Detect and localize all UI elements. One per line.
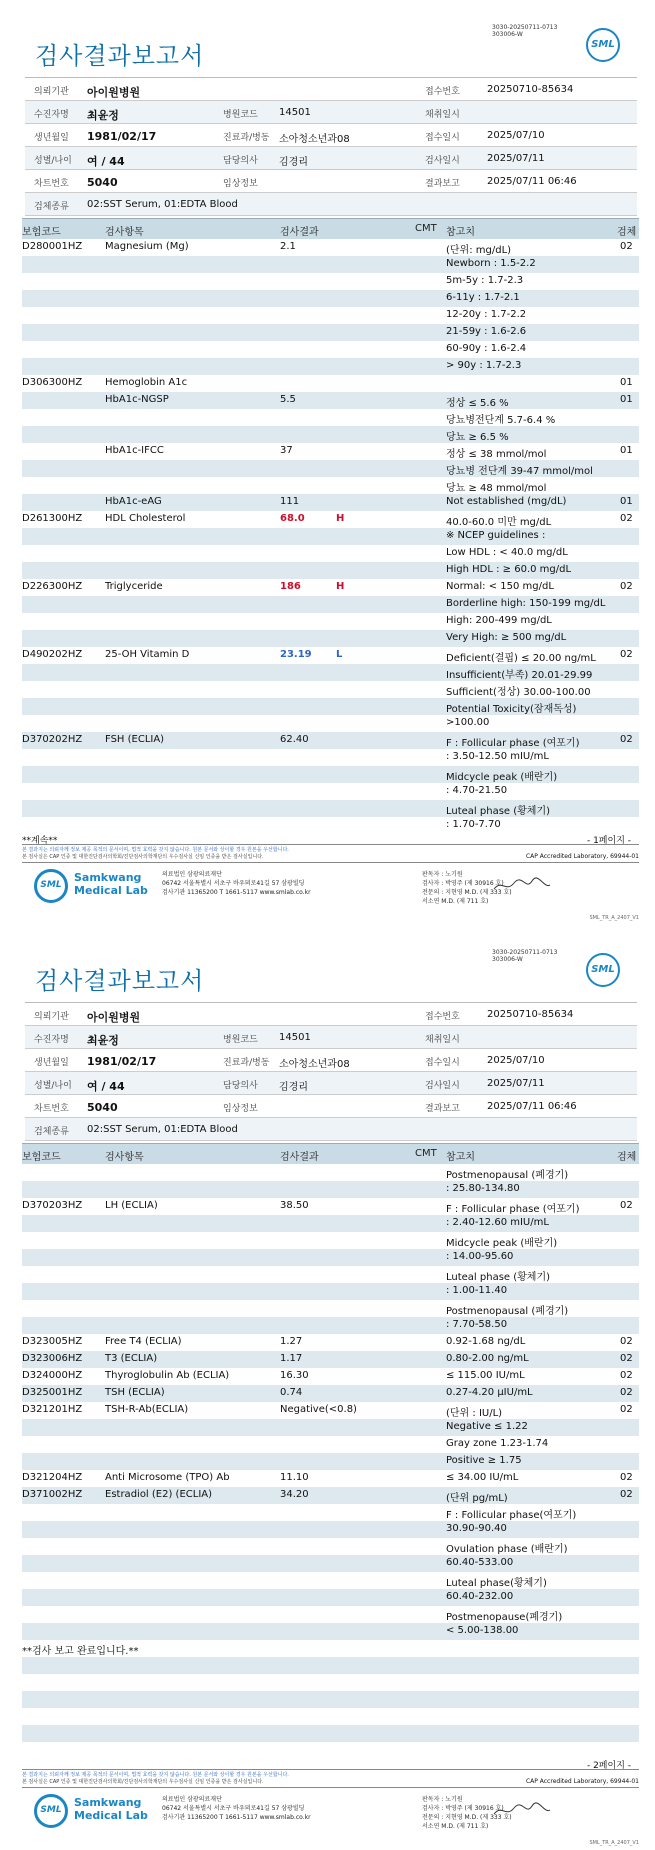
reference-range: Not established (mg/dL) — [446, 496, 567, 507]
specimen-types: 02:SST Serum, 01:EDTA Blood — [87, 199, 238, 210]
reference-range: High HDL : ≥ 60.0 mg/dL — [446, 564, 572, 575]
results-header: 보험코드 검사항목 검사결과 CMT 참고치 검체 — [22, 218, 639, 239]
patient-info-table: 의뢰기관 아이원병원 접수번호 20250710-85634 수진자명 최윤정 병원코드 14501 채취일시 생년월일 1981/02/17 진료과/병동 소아청소년과08 접수일시 2025/07/10 성별/나이 여 / 44 담당의사 김경리 검사일시 2025/07/11 차트번호 5040 임상정보 결과보고 2025/07/11 06:46 검체종류 02:SST Serum, 01:EDTA Blood — [25, 1002, 637, 1141]
table-row — [22, 1351, 639, 1368]
test-result: 68.0 — [280, 513, 305, 524]
table-row — [22, 477, 639, 494]
test-date: 2025/07/11 — [487, 153, 545, 164]
table-row — [22, 664, 639, 681]
table-row — [22, 596, 639, 613]
lab-address: 의료법인 삼광의료재단 06742 서울특별시 서초구 바우뫼로41길 57 삼광빌딩 검사기관 11365200 T 1661-5117 www.smlab.co.kr — [162, 871, 311, 896]
birth-date: 1981/02/17 — [87, 130, 157, 143]
test-code: D321204HZ — [22, 1472, 83, 1483]
test-name: HbA1c-NGSP — [105, 394, 169, 405]
table-row — [22, 1198, 639, 1215]
reference-range: >100.00 — [446, 717, 490, 728]
test-result: 0.74 — [280, 1387, 303, 1398]
test-result: 23.19 — [280, 649, 312, 660]
specimen-code: 02 — [620, 241, 633, 252]
reference-range: 6-11y : 1.7-2.1 — [446, 292, 520, 303]
test-result: 1.27 — [280, 1336, 303, 1347]
test-code: D321201HZ — [22, 1404, 83, 1415]
table-row — [22, 817, 639, 834]
test-name: Thyroglobulin Ab (ECLIA) — [105, 1370, 230, 1381]
reference-range: 정상 ≤ 5.6 % — [446, 398, 509, 409]
reference-range: High: 200-499 mg/dL — [446, 615, 552, 626]
reference-range: Negative ≤ 1.22 — [446, 1421, 528, 1432]
sml-logo: SML — [586, 28, 620, 62]
reference-range: Borderline high: 150-199 mg/dL — [446, 598, 606, 609]
reference-range: : 25.80-134.80 — [446, 1183, 520, 1194]
table-row — [22, 1385, 639, 1402]
test-result: 1.17 — [280, 1353, 303, 1364]
signature-image — [492, 875, 552, 895]
test-result: 11.10 — [280, 1472, 309, 1483]
specimen-code: 02 — [620, 1336, 633, 1347]
reference-range: 5m-5y : 1.7-2.3 — [446, 275, 524, 286]
test-code: D370203HZ — [22, 1200, 83, 1211]
reference-range: ≤ 34.00 IU/mL — [446, 1472, 519, 1483]
test-result: 62.40 — [280, 734, 309, 745]
table-row — [22, 545, 639, 562]
reference-range: : 14.00-95.60 — [446, 1251, 514, 1262]
table-row — [22, 1181, 639, 1198]
table-row — [22, 1368, 639, 1385]
test-code: D226300HZ — [22, 581, 83, 592]
test-name: Anti Microsome (TPO) Ab — [105, 1472, 230, 1483]
specimen-code: 02 — [620, 513, 633, 524]
continued-note: **계속** — [22, 836, 58, 846]
reference-range: Luteal phase(황체기) — [446, 1578, 547, 1589]
reference-range: Potential Toxicity(잠재독성) — [446, 704, 577, 715]
test-code: D323006HZ — [22, 1353, 83, 1364]
table-row — [22, 1317, 639, 1334]
table-row — [22, 409, 639, 426]
table-row — [22, 256, 639, 273]
table-row — [22, 1436, 639, 1453]
specimen-code: 01 — [620, 496, 633, 507]
test-result: 37 — [280, 445, 293, 456]
results-header: 보험코드 검사항목 검사결과 CMT 참고치 검체 — [22, 1143, 639, 1164]
table-row — [22, 715, 639, 732]
table-row — [22, 443, 639, 460]
specimen-code: 01 — [620, 445, 633, 456]
specimen-code: 02 — [620, 649, 633, 660]
reference-range: 60.40-533.00 — [446, 1557, 514, 1568]
reference-range: F : Follicular phase(여포기) — [446, 1510, 577, 1521]
reference-range: 당뇨병 전단계 39-47 mmol/mol — [446, 466, 593, 477]
table-row — [22, 1334, 639, 1351]
table-row — [22, 1725, 639, 1742]
reference-range: : 4.70-21.50 — [446, 785, 508, 796]
sml-logo-mark: SML — [34, 1794, 68, 1828]
table-row — [22, 1164, 639, 1181]
table-row — [22, 579, 639, 596]
reference-range: : 7.70-58.50 — [446, 1319, 508, 1330]
doctor: 김경리 — [279, 157, 308, 168]
table-row — [22, 1402, 639, 1419]
department: 소아청소년과08 — [279, 134, 350, 145]
test-name: HbA1c-IFCC — [105, 445, 164, 456]
table-row — [22, 1504, 639, 1521]
page-number: - 1페이지 - — [586, 836, 631, 846]
table-row — [22, 1674, 639, 1691]
patient-name: 최윤정 — [87, 109, 119, 122]
reference-range: Postmenopausal (폐경기) — [446, 1306, 569, 1317]
table-row — [22, 647, 639, 664]
table-row — [22, 1606, 639, 1623]
reference-range: : 1.70-7.70 — [446, 819, 501, 830]
reference-range: 60.40-232.00 — [446, 1591, 514, 1602]
table-row — [22, 681, 639, 698]
sml-logo: SML — [586, 953, 620, 987]
table-row — [22, 1232, 639, 1249]
table-row — [22, 528, 639, 545]
specimen-code: 02 — [620, 581, 633, 592]
reference-range: : 1.00-11.40 — [446, 1285, 508, 1296]
document-codes: 3030-20250711-0713 303006-W — [492, 949, 558, 963]
table-row — [22, 273, 639, 290]
test-code: D323005HZ — [22, 1336, 83, 1347]
reference-range: Very High: ≥ 500 mg/dL — [446, 632, 567, 643]
reference-range: 60-90y : 1.6-2.4 — [446, 343, 527, 354]
reference-range: 0.27-4.20 μIU/mL — [446, 1387, 533, 1398]
signature-image — [492, 1800, 552, 1820]
table-row — [22, 1215, 639, 1232]
table-row — [22, 1657, 639, 1674]
reference-range: Luteal phase (황체기) — [446, 806, 551, 817]
test-name: Triglyceride — [105, 581, 163, 592]
table-row — [22, 1266, 639, 1283]
reference-range: 당뇨 ≥ 48 mmol/mol — [446, 483, 547, 494]
table-row — [22, 783, 639, 800]
reference-range: : 3.50-12.50 mIU/mL — [446, 751, 549, 762]
results-table — [22, 1143, 639, 1759]
test-code: D324000HZ — [22, 1370, 83, 1381]
test-result: 16.30 — [280, 1370, 309, 1381]
reference-range: Midcycle peak (배란기) — [446, 772, 558, 783]
lab-name: Samkwang Medical Lab — [74, 1796, 148, 1822]
table-row — [22, 1640, 639, 1657]
table-row — [22, 1742, 639, 1759]
table-row — [22, 426, 639, 443]
test-result: 186 — [280, 581, 301, 592]
reference-range: 12-20y : 1.7-2.2 — [446, 309, 527, 320]
table-row — [22, 1300, 639, 1317]
test-name: FSH (ECLIA) — [105, 734, 165, 745]
reference-range: Deficient(결핍) ≤ 20.00 ng/mL — [446, 653, 596, 664]
receipt-number: 20250710-85634 — [487, 84, 574, 95]
test-code: D306300HZ — [22, 377, 83, 388]
page-title: 검사결과보고서 — [35, 967, 205, 995]
document-codes: 3030-20250711-0713 303006-W — [492, 24, 558, 38]
table-row — [22, 698, 639, 715]
table-row — [22, 766, 639, 783]
table-row — [22, 1555, 639, 1572]
test-name: 25-OH Vitamin D — [105, 649, 190, 660]
test-code: D280001HZ — [22, 241, 83, 252]
chart-number: 5040 — [87, 176, 118, 189]
test-name: Free T4 (ECLIA) — [105, 1336, 182, 1347]
table-row — [22, 800, 639, 817]
table-row — [22, 749, 639, 766]
reference-range: Gray zone 1.23-1.74 — [446, 1438, 549, 1449]
reference-range: Postmenopause(폐경기) — [446, 1612, 563, 1623]
reference-range: 0.92-1.68 ng/dL — [446, 1336, 526, 1347]
test-result: Negative(<0.8) — [280, 1404, 357, 1415]
reference-range: Sufficient(정상) 30.00-100.00 — [446, 687, 591, 698]
reference-range: 당뇨병전단계 5.7-6.4 % — [446, 415, 556, 426]
specimen-code: 02 — [620, 1200, 633, 1211]
test-code: D325001HZ — [22, 1387, 83, 1398]
reference-range: : 2.40-12.60 mIU/mL — [446, 1217, 549, 1228]
table-row — [22, 1708, 639, 1725]
specimen-code: 01 — [620, 394, 633, 405]
reference-range: > 90y : 1.7-2.3 — [446, 360, 522, 371]
table-row — [22, 307, 639, 324]
result-flag: H — [336, 513, 345, 524]
reference-range: (단위 : IU/L) — [446, 1408, 503, 1419]
result-flag: L — [336, 649, 343, 660]
reference-range: 정상 ≤ 38 mmol/mol — [446, 449, 547, 460]
reference-range: 30.90-90.40 — [446, 1523, 507, 1534]
reference-range: Newborn : 1.5-2.2 — [446, 258, 536, 269]
table-row — [22, 613, 639, 630]
test-result: 34.20 — [280, 1489, 309, 1500]
reference-range: (단위 pg/mL) — [446, 1493, 508, 1504]
specimen-code: 02 — [620, 1404, 633, 1415]
report-page-1: 3030-20250711-0713 303006-W 검사결과보고서 SML 의뢰기관 아이원병원 접수번호 20250710-85634 수진자명 최윤정 병원코드 14501 채취일시 생년월일 1981/02/17 진료과/병동 소아청소년과08 접수일시 2025/07/10 성별/나이 여 / 44 담당의사 김경리 검사일시 2025/07/11 차트번호 5040 임상정보 결과보고 2025/07/11 06:46 검체종류 02:SST Serum, 01:EDTA Blood 보험코드 검사항목 검사결과 CMT 참고치 검체 D280001HZ Magnesium (Mg) 2.1 (단위: mg/dL) 02 Newborn : 1.5-2.2 5m-5y : 1.7-2.3 6-11y : 1.7-2.1 12-20y : 1.7-2.2 21-59y : 1.6-2.6 60-90y : 1.6-2.4 > 90y : 1.7-2.3 D306300HZ Hemoglobin A1c 01 HbA1c-NGSP 5.5 정상 ≤ 5.6 % 01 당뇨병전단계 5.7-6.4 % 당뇨 ≥ 6.5 % HbA1c-IFCC 37 정상 ≤ 38 mmol/mol 01 당뇨병 전단계 39-47 mmol/mol 당뇨 ≥ 48 mmol/mol HbA1c-eAG 111 Not established (mg/dL) 01 D261300HZ HDL Cholesterol 68.0 H 40.0-60.0 미만 mg/dL 02 ※ NCEP guidelines : Low HDL : < 40.0 mg/dL High HDL : ≥ 60.0 mg/dL D226300HZ Triglyceride 186 H Normal: < 150 mg/dL 02 Borderline high: 150-199 mg/dL High: 200-499 mg/dL Very High: ≥ 500 mg/dL D490202HZ 25-OH Vitamin D 23.19 L Deficient(결핍) ≤ 20.00 ng/mL 02 Insufficient(부족) 20.01-29.99 Sufficient(정상) 30.00-100.00 Potential Toxicity(잠재독성) >100.00 D370202HZ FSH (ECLIA) 62.40 F : Follicular phase (여포기) 02 : 3.50-12.50 mIU/mL Midcycle peak (배란기) : 4.70-21.50 Luteal phase (황체기) : 1.70-7.70 **계속** - 1페이지 - 본 결과지는 의뢰자께 정보 제공 목적의 문서이며, 법적 효력을 갖지 않습니다. 원본 문서와 상이할 경우 원본을 우선합니다. 본 검사실은 CAP 인증 및 대한진단검사의학회/진단검사의학재단의 우수검사실 신임 인증을 받은 검사실입니다. CAP Accredited Laboratory, 69944-01 SML Samkwang Medical Lab 의료법인 삼광의료재단 06742 서울특별시 서초구 바우뫼로41길 57 삼광빌딩 검사기관 11365200 T 1661-5117 www.smlab.co.kr 판독자 : 노기원 검사자 : 박영주 (제 30916 호) 전문의 : 지현영 M.D. (제 333 호) 서소연 M.D. (제 711 호) SML_TR_A_2407_V1 — [22, 24, 639, 921]
sex-age: 여 / 44 — [87, 155, 125, 168]
reference-range: 21-59y : 1.6-2.6 — [446, 326, 527, 337]
test-result: 5.5 — [280, 394, 296, 405]
test-result: 38.50 — [280, 1200, 309, 1211]
specimen-code: 02 — [620, 1353, 633, 1364]
table-row — [22, 392, 639, 409]
staff-list: 판독자 : 노기원 검사자 : 박영주 (제 30916 호) 전문의 : 지현영 M.D. (제 333 호) 서소연 M.D. (제 711 호) — [422, 1796, 512, 1830]
test-code: D370202HZ — [22, 734, 83, 745]
page-title: 검사결과보고서 — [35, 42, 205, 70]
test-code: **검사 보고 완료입니다.** — [22, 1646, 139, 1657]
table-row — [22, 1249, 639, 1266]
test-name: TSH-R-Ab(ECLIA) — [105, 1404, 189, 1415]
table-row — [22, 511, 639, 528]
table-row — [22, 460, 639, 477]
table-row — [22, 1283, 639, 1300]
specimen-code: 02 — [620, 734, 633, 745]
reference-range: 0.80-2.00 ng/mL — [446, 1353, 529, 1364]
specimen-code: 02 — [620, 1472, 633, 1483]
test-name: Hemoglobin A1c — [105, 377, 188, 388]
table-row — [22, 1453, 639, 1470]
test-code: D261300HZ — [22, 513, 83, 524]
test-name: Estradiol (E2) (ECLIA) — [105, 1489, 213, 1500]
test-name: TSH (ECLIA) — [105, 1387, 165, 1398]
reference-range: ※ NCEP guidelines : — [446, 530, 546, 541]
reference-range: Ovulation phase (배란기) — [446, 1544, 568, 1555]
test-name: HDL Cholesterol — [105, 513, 186, 524]
table-row — [22, 630, 639, 647]
report-page-2: 3030-20250711-0713 303006-W 검사결과보고서 SML 의뢰기관 아이원병원 접수번호 20250710-85634 수진자명 최윤정 병원코드 14501 채취일시 생년월일 1981/02/17 진료과/병동 소아청소년과08 접수일시 2025/07/10 성별/나이 여 / 44 담당의사 김경리 검사일시 2025/07/11 차트번호 5040 임상정보 결과보고 2025/07/11 06:46 검체종류 02:SST Serum, 01:EDTA Blood 보험코드 검사항목 검사결과 CMT 참고치 검체 Postmenopausal (폐경기) : 25.80-134.80 D370203HZ LH (ECLIA) 38.50 F : Follicular phase (여포기) 02 : 2.40-12.60 mIU/mL Midcycle peak (배란기) : 14.00-95.60 Luteal phase (황체기) : 1.00-11.40 Postmenopausal (폐경기) : 7.70-58.50 D323005HZ Free T4 (ECLIA) 1.27 0.92-1.68 ng/dL 02 D323006HZ T3 (ECLIA) 1.17 0.80-2.00 ng/mL 02 D324000HZ Thyroglobulin Ab (ECLIA) 16.30 ≤ 115.00 IU/mL 02 D325001HZ TSH (ECLIA) 0.74 0.27-4.20 μIU/mL 02 D321201HZ TSH-R-Ab(ECLIA) Negative(<0.8) (단위 : IU/L) 02 Negative ≤ 1.22 Gray zone 1.23-1.74 Positive ≥ 1.75 D321204HZ Anti Microsome (TPO) Ab 11.10 ≤ 34.00 IU/mL 02 D371002HZ Estradiol (E2) (ECLIA) 34.20 (단위 pg/mL) 02 F : Follicular phase(여포기) 30.90-90.40 Ovulation phase (배란기) 60.40-533.00 Luteal phase(황체기) 60.40-232.00 Postmenopause(폐경기) < 5.00-138.00 **검사 보고 완료입니다.** - 2페이지 - 본 결과지는 의뢰자께 정보 제공 목적의 문서이며, 법적 효력을 갖지 않습니다. 원본 문서와 상이할 경우 원본을 우선합니다. 본 검사실은 CAP 인증 및 대한진단검사의학회/진단검사의학재단의 우수검사실 신임 인증을 받은 검사실입니다. CAP Accredited Laboratory, 69944-01 SML Samkwang Medical Lab 의료법인 삼광의료재단 06742 서울특별시 서초구 바우뫼로41길 57 삼광빌딩 검사기관 11365200 T 1661-5117 www.smlab.co.kr 판독자 : 노기원 검사자 : 박영주 (제 30916 호) 전문의 : 지현영 M.D. (제 333 호) 서소연 M.D. (제 711 호) SML_TR_A_2407_V1 — [22, 949, 639, 1846]
reference-range: Postmenopausal (폐경기) — [446, 1170, 569, 1181]
staff-list: 판독자 : 노기원 검사자 : 박영주 (제 30916 호) 전문의 : 지현영 M.D. (제 333 호) 서소연 M.D. (제 711 호) — [422, 871, 512, 905]
patient-info-table: 의뢰기관 아이원병원 접수번호 20250710-85634 수진자명 최윤정 병원코드 14501 채취일시 생년월일 1981/02/17 진료과/병동 소아청소년과08 접수일시 2025/07/10 성별/나이 여 / 44 담당의사 김경리 검사일시 2025/07/11 차트번호 5040 임상정보 결과보고 2025/07/11 06:46 검체종류 02:SST Serum, 01:EDTA Blood — [25, 77, 637, 216]
table-row — [22, 732, 639, 749]
sml-logo-mark: SML — [34, 869, 68, 903]
reference-range: Insufficient(부족) 20.01-29.99 — [446, 670, 593, 681]
table-row — [22, 1521, 639, 1538]
table-row — [22, 494, 639, 511]
table-row — [22, 562, 639, 579]
receipt-date: 2025/07/10 — [487, 130, 545, 141]
table-row — [22, 1470, 639, 1487]
reference-range: F : Follicular phase (여포기) — [446, 738, 580, 749]
results-table — [22, 218, 639, 834]
table-row — [22, 1572, 639, 1589]
table-row — [22, 1419, 639, 1436]
table-row — [22, 1691, 639, 1708]
reference-range: Low HDL : < 40.0 mg/dL — [446, 547, 568, 558]
lab-name: Samkwang Medical Lab — [74, 871, 148, 897]
reference-range: Positive ≥ 1.75 — [446, 1455, 522, 1466]
result-flag: H — [336, 581, 345, 592]
reference-range: Midcycle peak (배란기) — [446, 1238, 558, 1249]
test-result: 111 — [280, 496, 300, 507]
table-row — [22, 341, 639, 358]
hospital-code: 14501 — [279, 107, 311, 118]
table-row — [22, 1538, 639, 1555]
test-name: Magnesium (Mg) — [105, 241, 189, 252]
test-name: HbA1c-eAG — [105, 496, 162, 507]
reference-range: < 5.00-138.00 — [446, 1625, 519, 1636]
reference-range: Luteal phase (황체기) — [446, 1272, 551, 1283]
test-code: D490202HZ — [22, 649, 83, 660]
reference-range: 40.0-60.0 미만 mg/dL — [446, 517, 552, 528]
page-number: - 2페이지 - — [586, 1761, 631, 1771]
reference-range: Normal: < 150 mg/dL — [446, 581, 554, 592]
table-row — [22, 290, 639, 307]
reference-range: (단위: mg/dL) — [446, 245, 512, 256]
cap-accreditation: CAP Accredited Laboratory, 69944-01 — [525, 853, 639, 860]
reference-range: ≤ 115.00 IU/mL — [446, 1370, 525, 1381]
specimen-code: 02 — [620, 1387, 633, 1398]
table-row — [22, 239, 639, 256]
test-name: LH (ECLIA) — [105, 1200, 158, 1211]
reference-range: F : Follicular phase (여포기) — [446, 1204, 580, 1215]
test-name: T3 (ECLIA) — [105, 1353, 158, 1364]
table-row — [22, 1487, 639, 1504]
table-row — [22, 358, 639, 375]
report-datetime: 2025/07/11 06:46 — [487, 176, 577, 187]
specimen-code: 02 — [620, 1489, 633, 1500]
reference-range: 당뇨 ≥ 6.5 % — [446, 432, 509, 443]
requesting-org: 아이원병원 — [87, 86, 141, 99]
lab-address: 의료법인 삼광의료재단 06742 서울특별시 서초구 바우뫼로41길 57 삼광빌딩 검사기관 11365200 T 1661-5117 www.smlab.co.kr — [162, 1796, 311, 1821]
specimen-code: 02 — [620, 1370, 633, 1381]
test-result: 2.1 — [280, 241, 296, 252]
table-row — [22, 375, 639, 392]
table-row — [22, 324, 639, 341]
table-row — [22, 1623, 639, 1640]
specimen-code: 01 — [620, 377, 633, 388]
table-row — [22, 1589, 639, 1606]
test-code: D371002HZ — [22, 1489, 83, 1500]
